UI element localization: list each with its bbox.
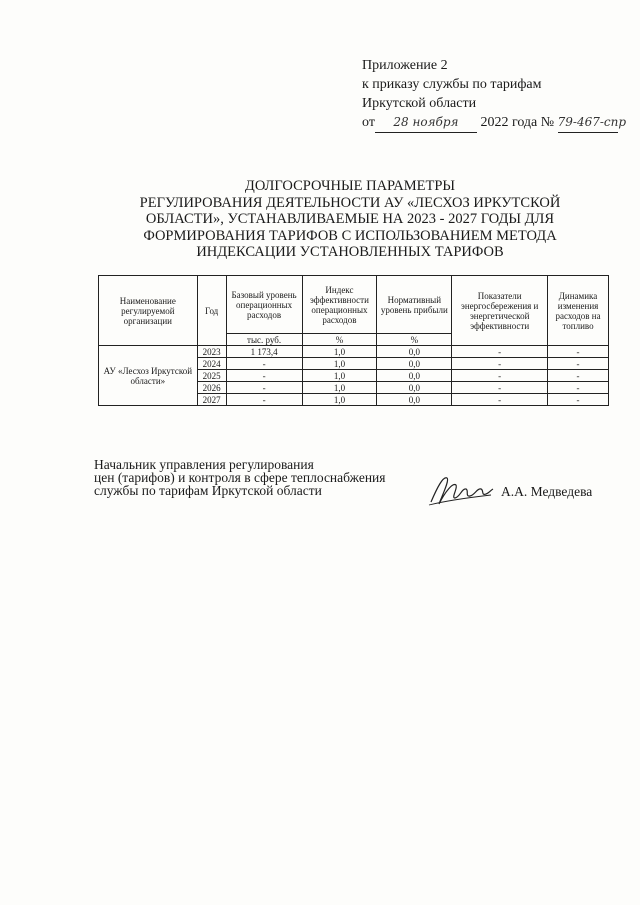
- table-header-row: [99, 276, 609, 334]
- year-cell: 2026: [197, 382, 226, 394]
- index-cell: 1,0: [302, 394, 377, 406]
- handwritten-signature: [425, 468, 495, 508]
- table-row: [99, 346, 609, 358]
- energy-cell: -: [452, 382, 548, 394]
- fuel-cell: -: [548, 358, 609, 370]
- base-cell: 1 173,4: [226, 346, 302, 358]
- unit-base: тыс. руб.: [226, 334, 302, 346]
- org-name-cell: АУ «Лесхоз Иркутской области»: [99, 346, 198, 406]
- title-line-5: ИНДЕКСАЦИИ УСТАНОВЛЕННЫХ ТАРИФОВ: [196, 244, 504, 260]
- unit-index: %: [302, 334, 377, 346]
- profit-cell: 0,0: [377, 358, 452, 370]
- handwritten-order-number: 79-467-спр: [558, 113, 618, 133]
- base-cell: -: [226, 370, 302, 382]
- energy-cell: -: [452, 370, 548, 382]
- handwritten-date: 28 ноября: [375, 113, 477, 133]
- index-cell: 1,0: [302, 370, 377, 382]
- title-line-1: ДОЛГОСРОЧНЫЕ ПАРАМЕТРЫ: [244, 178, 456, 194]
- year-text: 2022 года №: [480, 115, 555, 130]
- profit-cell: 0,0: [377, 394, 452, 406]
- title-line-3: ОБЛАСТИ», УСТАНАВЛИВАЕМЫЕ НА 2023 - 2027 ГОДЫ ДЛЯ: [145, 211, 555, 227]
- base-cell: -: [226, 358, 302, 370]
- header-profit-level: Нормативный уровень прибыли: [377, 276, 452, 334]
- signer-name: А.А. Медведева: [501, 484, 593, 499]
- parameters-table: [98, 275, 609, 406]
- appendix-line-1: Приложение 2: [362, 58, 448, 73]
- position-line-1: Начальник управления регулирования: [94, 457, 314, 472]
- fuel-cell: -: [548, 370, 609, 382]
- header-base-costs: Базовый уровень операционных расходов: [226, 276, 302, 334]
- energy-cell: -: [452, 346, 548, 358]
- appendix-line-2: к приказу службы по тарифам: [362, 77, 542, 92]
- appendix-date-line: [362, 113, 627, 133]
- index-cell: 1,0: [302, 346, 377, 358]
- appendix-header: [362, 56, 627, 133]
- energy-cell: -: [452, 394, 548, 406]
- header-energy-efficiency: Показатели энергосбережения и энергетической эффективности: [452, 276, 548, 346]
- position-line-3: службы по тарифам Иркутской области: [94, 483, 322, 498]
- position-line-2: цен (тарифов) и контроля в сфере теплоснабжения: [94, 470, 386, 485]
- profit-cell: 0,0: [377, 382, 452, 394]
- header-org: Наименование регулируемой организации: [99, 276, 198, 346]
- title-line-2: РЕГУЛИРОВАНИЯ ДЕЯТЕЛЬНОСТИ АУ «ЛЕСХОЗ ИРКУТСКОЙ: [139, 194, 561, 211]
- year-cell: 2027: [197, 394, 226, 406]
- base-cell: -: [226, 382, 302, 394]
- date-prefix: от: [362, 115, 375, 130]
- profit-cell: 0,0: [377, 370, 452, 382]
- energy-cell: -: [452, 358, 548, 370]
- year-cell: 2025: [197, 370, 226, 382]
- fuel-cell: -: [548, 346, 609, 358]
- header-fuel-dynamics: Динамика изменения расходов на топливо: [548, 276, 609, 346]
- base-cell: -: [226, 394, 302, 406]
- fuel-cell: -: [548, 394, 609, 406]
- header-efficiency-index: Индекс эффективности операционных расходов: [302, 276, 377, 334]
- unit-profit: %: [377, 334, 452, 346]
- index-cell: 1,0: [302, 358, 377, 370]
- title-line-4: ФОРМИРОВАНИЯ ТАРИФОВ С ИСПОЛЬЗОВАНИЕМ МЕТОДА: [143, 227, 557, 244]
- appendix-line-3: Иркутской области: [362, 96, 477, 111]
- year-cell: 2023: [197, 346, 226, 358]
- index-cell: 1,0: [302, 382, 377, 394]
- fuel-cell: -: [548, 382, 609, 394]
- signatory-position: [94, 458, 385, 497]
- header-year: Год: [197, 276, 226, 346]
- year-cell: 2024: [197, 358, 226, 370]
- document-title: [100, 178, 600, 261]
- profit-cell: 0,0: [377, 346, 452, 358]
